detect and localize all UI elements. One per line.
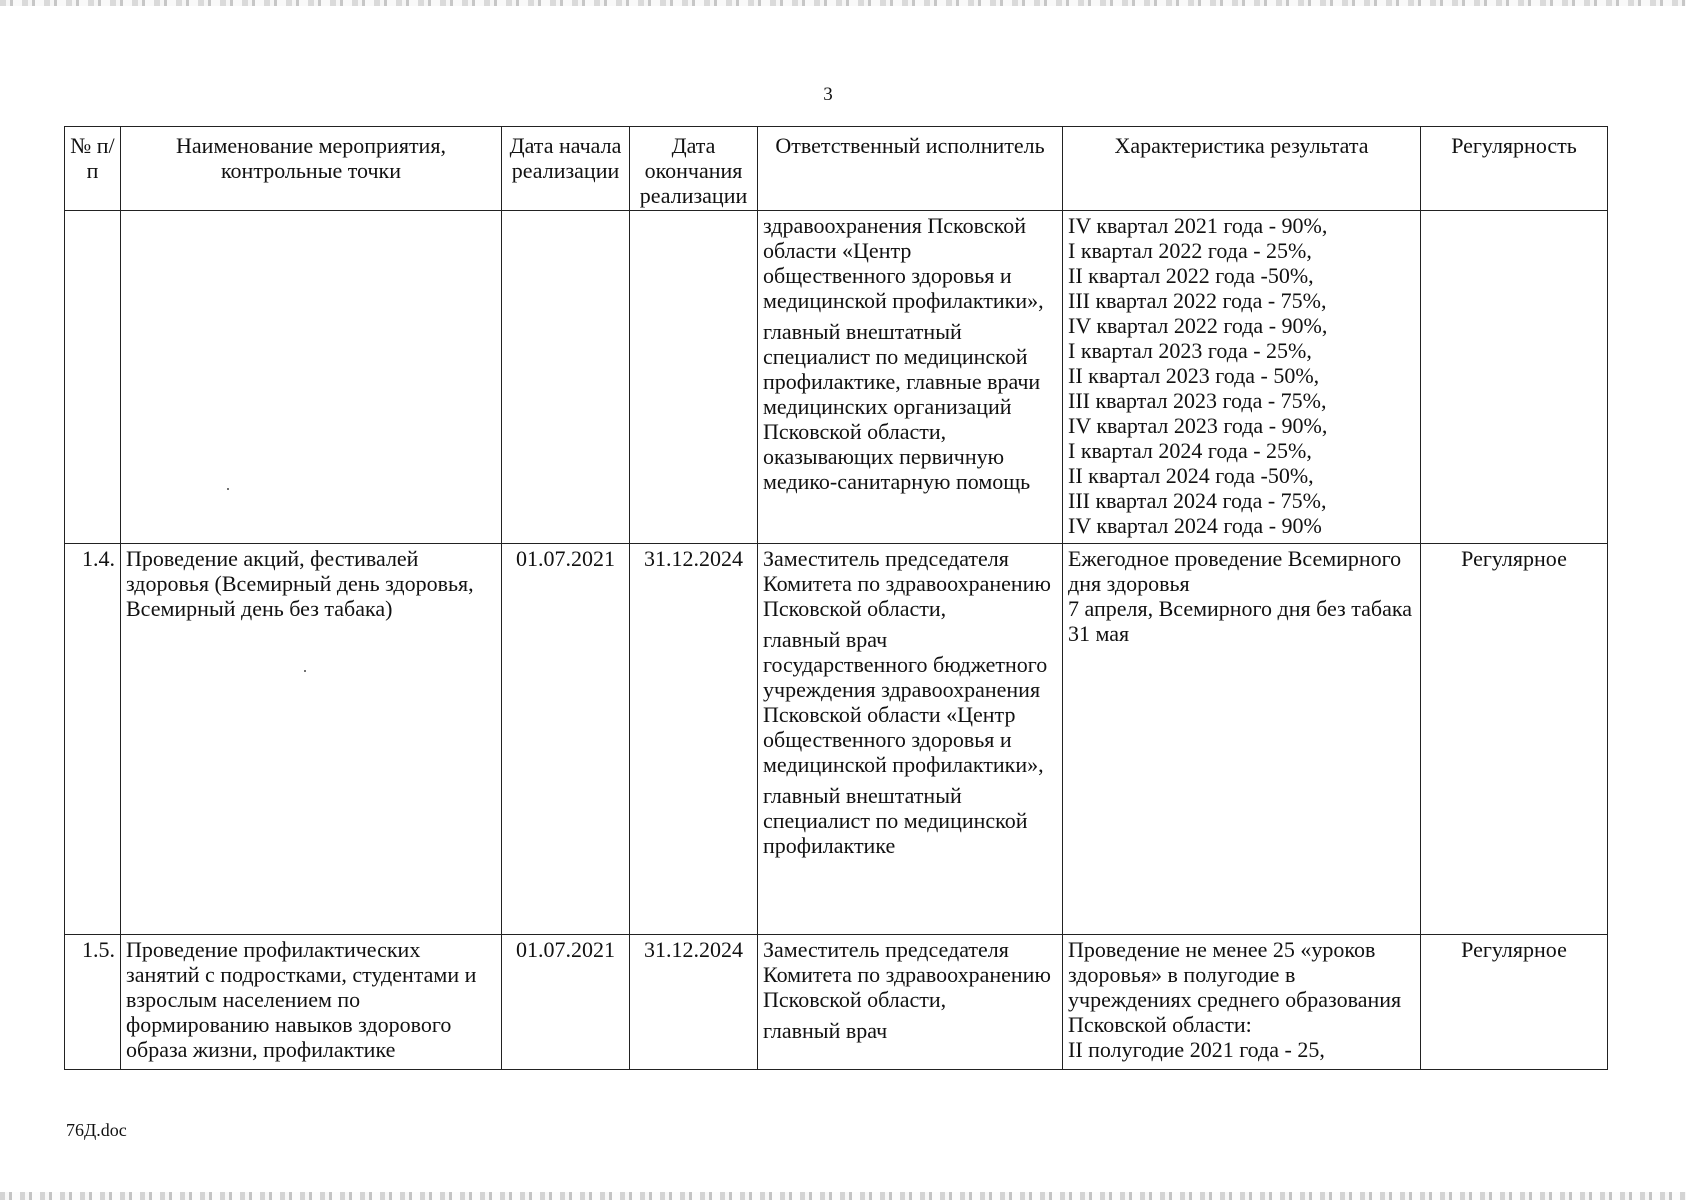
row-responsible: [758, 211, 1063, 544]
header-regularity: Регулярность: [1421, 127, 1608, 211]
header-result: Характеристика результата: [1063, 127, 1421, 211]
header-responsible: Ответственный исполнитель: [758, 127, 1063, 211]
row-responsible: [758, 544, 1063, 935]
table-header-row: [65, 127, 1608, 211]
row-result: [1063, 211, 1421, 544]
result-line: II квартал 2023 года - 50%,: [1068, 363, 1320, 388]
result-line: I квартал 2023 года - 25%,: [1068, 338, 1312, 363]
header-start: Дата начала реализации: [502, 127, 630, 211]
responsible-paragraph: главный врач: [763, 1018, 888, 1043]
row-start-date: 01.07.2021: [502, 935, 630, 1070]
result-line: IV квартал 2021 года - 90%,: [1068, 213, 1328, 238]
responsible-paragraph: Заместитель председателя Комитета по здравоохранению Псковской области,: [763, 937, 1051, 1012]
result-line: II квартал 2024 года -50%,: [1068, 463, 1314, 488]
row-end-date: 31.12.2024: [630, 935, 758, 1070]
file-name-footer: 76Д.doc: [66, 1120, 127, 1140]
result-line: IV квартал 2023 года - 90%,: [1068, 413, 1328, 438]
result-line: III квартал 2024 года - 75%,: [1068, 488, 1327, 513]
scan-speck: [227, 488, 229, 490]
result-line: I квартал 2022 года - 25%,: [1068, 238, 1312, 263]
row-start-date: 01.07.2021: [502, 544, 630, 935]
scan-edge-bottom: [0, 1192, 1686, 1200]
page-number: 3: [823, 84, 833, 105]
responsible-paragraph: здравоохранения Псковской области «Центр общественного здоровья и медицинской профилактики»,: [763, 213, 1044, 313]
row-result: [1063, 544, 1421, 935]
result-line: 7 апреля, Всемирного дня без табака 31 мая: [1068, 596, 1412, 646]
result-line: IV квартал 2024 года - 90%: [1068, 513, 1322, 538]
result-line: III квартал 2022 года - 75%,: [1068, 288, 1327, 313]
table-row: [65, 544, 1608, 935]
header-end: Дата окончания реализации: [630, 127, 758, 211]
scan-edge-top: [0, 0, 1686, 6]
result-line: II полугодие 2021 года - 25,: [1068, 1037, 1325, 1062]
result-line: Ежегодное проведение Всемирного дня здоровья: [1068, 546, 1402, 596]
responsible-paragraph: главный внештатный специалист по медицинской профилактике: [763, 783, 1028, 858]
responsible-paragraph: Заместитель председателя Комитета по здравоохранению Псковской области,: [763, 546, 1051, 621]
row-end-date: 31.12.2024: [630, 544, 758, 935]
row-num: 1.4.: [65, 544, 121, 935]
row-name: Проведение профилактических занятий с подростками, студентами и взрослым населением по формированию навыков здорового образа жизни, профилактике: [121, 935, 502, 1070]
table-row: [65, 935, 1608, 1070]
header-num: № п/п: [65, 127, 121, 211]
result-line: III квартал 2023 года - 75%,: [1068, 388, 1327, 413]
responsible-paragraph: главный внештатный специалист по медицинской профилактике, главные врачи медицинских организаций Псковской области, оказывающих первичную медико-санитарную помощь: [763, 319, 1041, 494]
row-num: 1.5.: [65, 935, 121, 1070]
action-plan-table: [64, 126, 1608, 1070]
row-result: [1063, 935, 1421, 1070]
table-row: [65, 211, 1608, 544]
result-line: Проведение не менее 25 «уроков здоровья» в полугодие в учреждениях среднего образования Псковской области:: [1068, 937, 1402, 1037]
row-regularity: Регулярное: [1421, 935, 1608, 1070]
row-responsible: [758, 935, 1063, 1070]
responsible-paragraph: главный врач государственного бюджетного учреждения здравоохранения Псковской области «Центр общественного здоровья и медицинской профилактики»,: [763, 627, 1048, 777]
result-line: IV квартал 2022 года - 90%,: [1068, 313, 1328, 338]
row-end-date: [630, 211, 758, 544]
row-regularity: Регулярное: [1421, 544, 1608, 935]
row-start-date: [502, 211, 630, 544]
row-regularity: [1421, 211, 1608, 544]
row-name: [121, 211, 502, 544]
result-line: II квартал 2022 года -50%,: [1068, 263, 1314, 288]
result-line: I квартал 2024 года - 25%,: [1068, 438, 1312, 463]
scan-speck: [304, 670, 306, 672]
header-name: Наименование мероприятия, контрольные точки: [121, 127, 502, 211]
row-name: Проведение акций, фестивалей здоровья (Всемирный день здоровья, Всемирный день без табака): [121, 544, 502, 935]
row-num: [65, 211, 121, 544]
